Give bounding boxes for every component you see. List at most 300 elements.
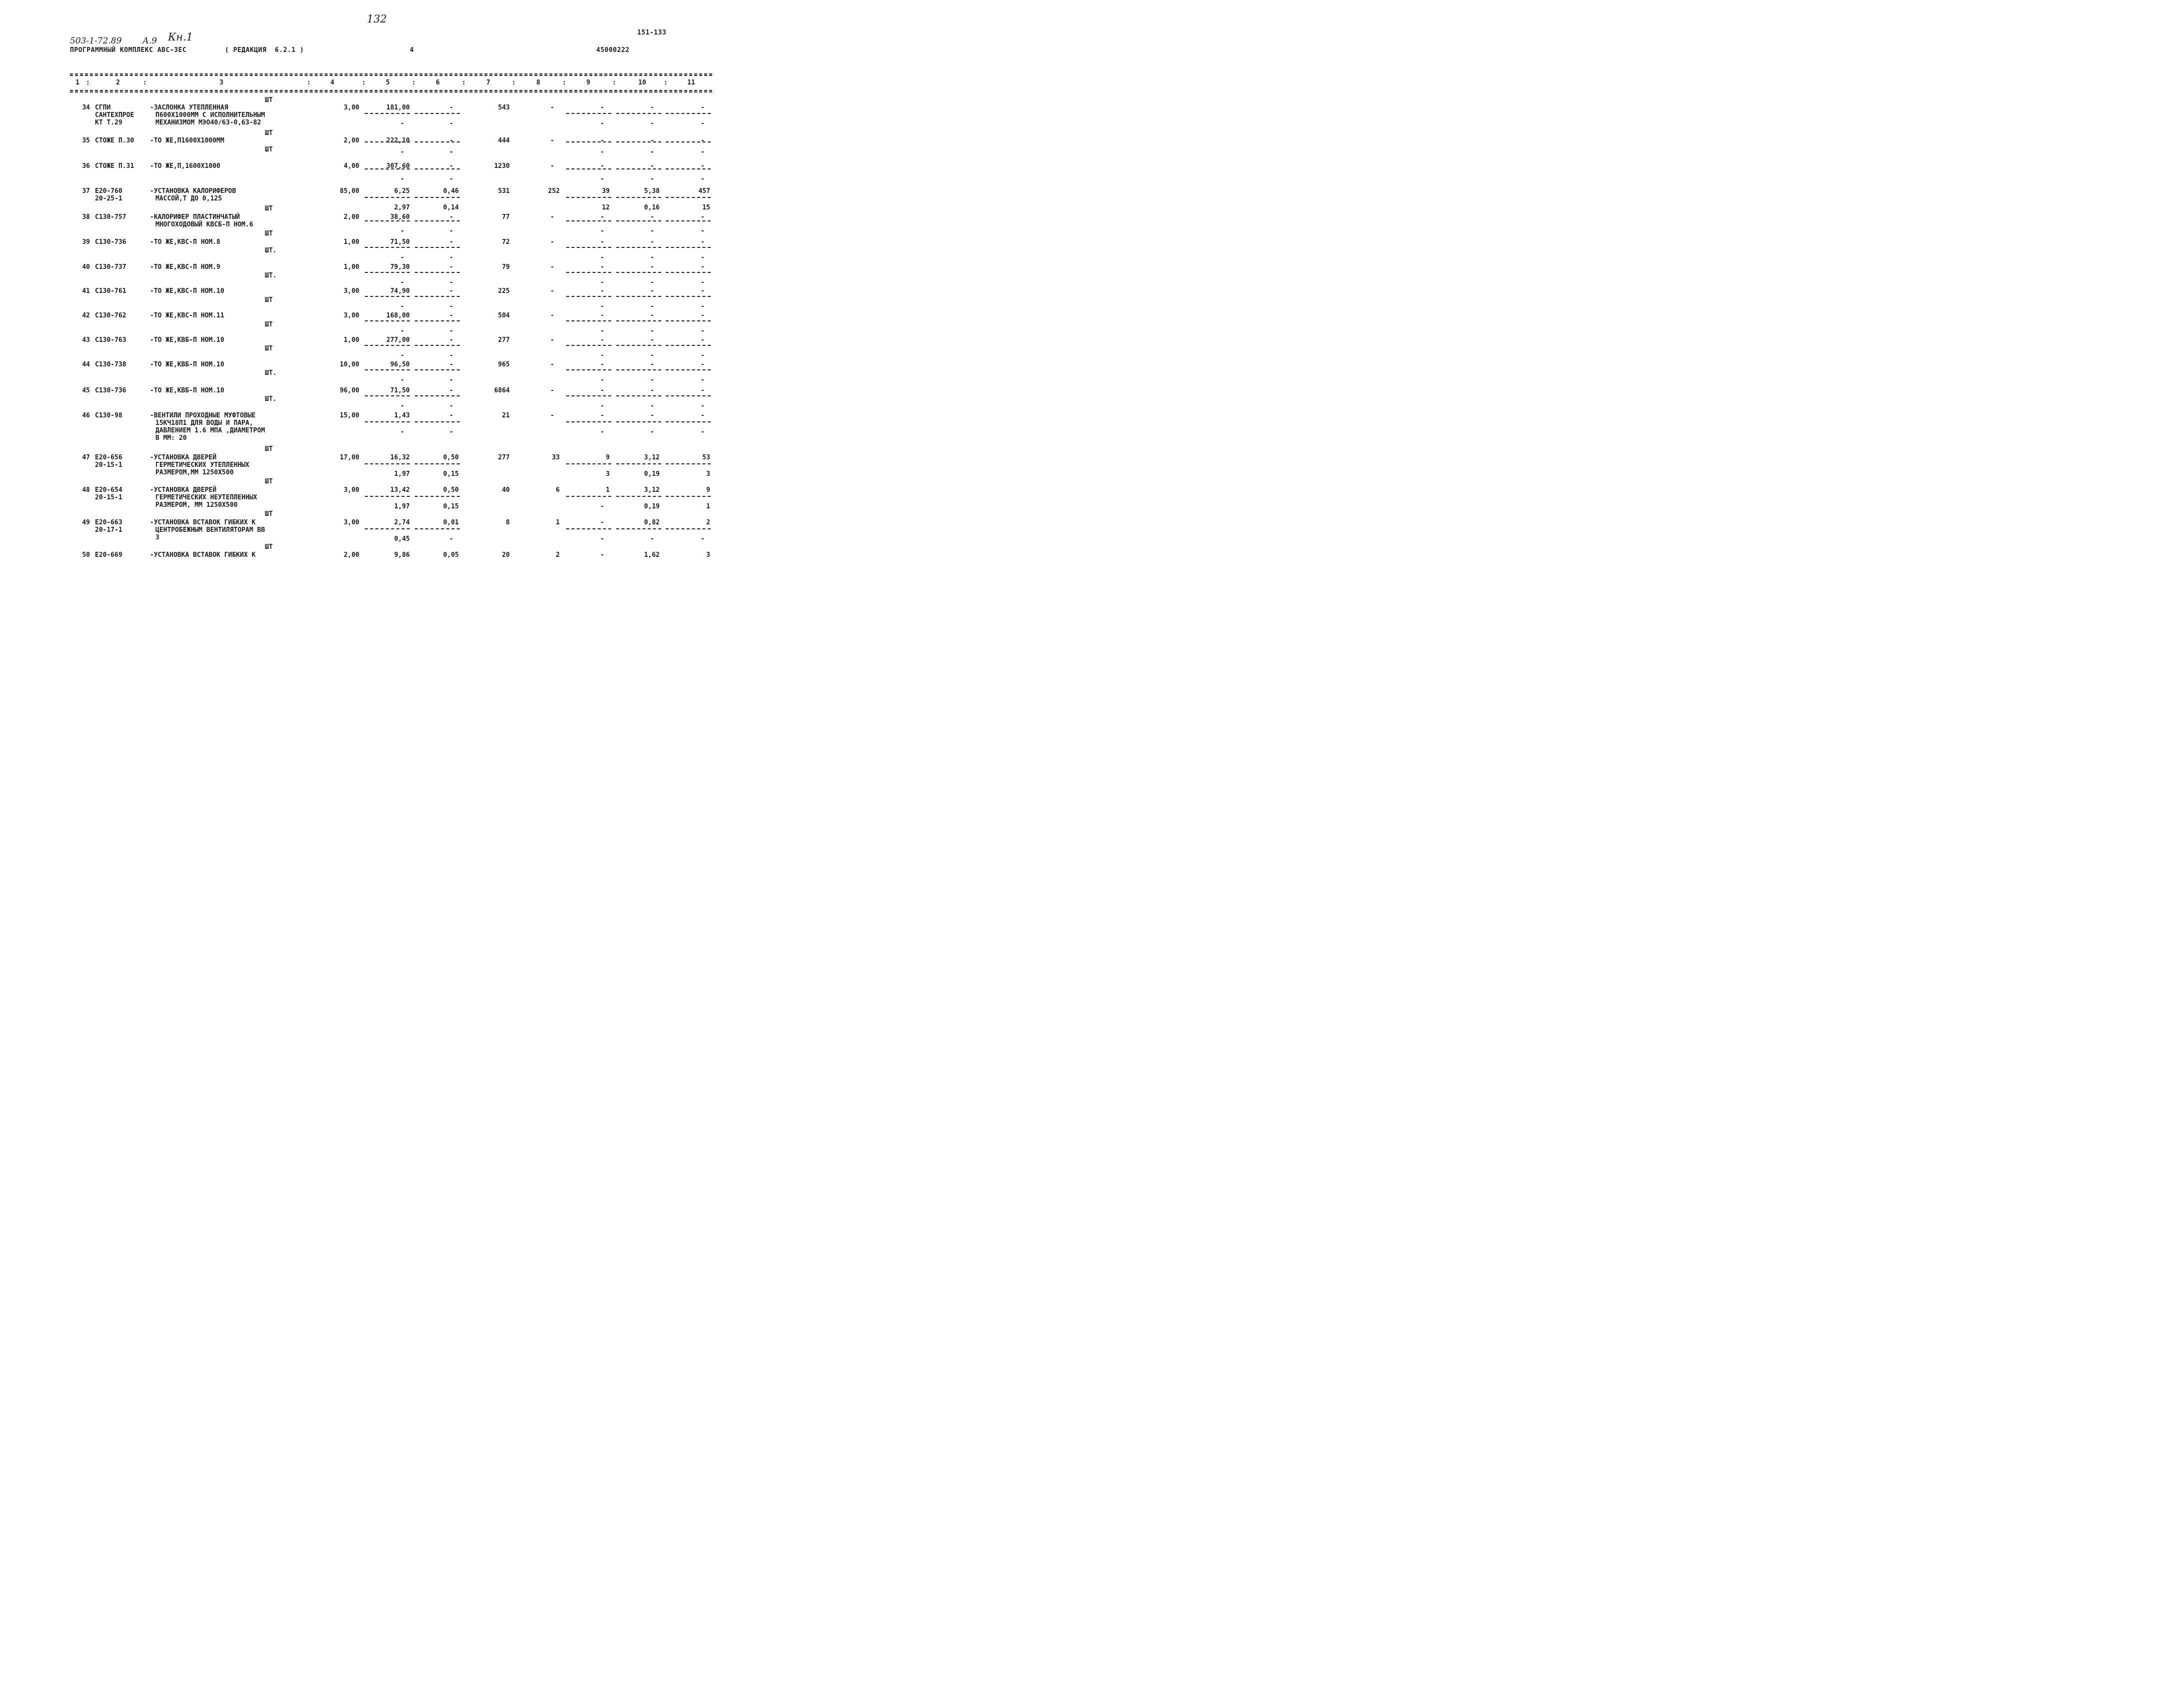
- work-description: РАЗМЕРОМ,ММ 1250Х500: [155, 469, 234, 476]
- total-wages: -: [550, 336, 554, 344]
- album-code: А.9: [142, 36, 157, 46]
- total-labor: -: [701, 412, 705, 419]
- subtotal-rule: [415, 296, 460, 297]
- subtotal-value: -: [400, 428, 404, 436]
- quantity: 4,00: [343, 162, 359, 170]
- labor-hours: 0,82: [644, 519, 660, 526]
- unit-label: ШТ.: [265, 247, 277, 254]
- unit-cost: 16,32: [390, 454, 410, 461]
- unit-cost: 79,30: [390, 263, 410, 271]
- subtotal-rule: [566, 197, 611, 198]
- quantity: 2,00: [343, 551, 359, 559]
- subtotal-rule: [666, 345, 711, 346]
- unit-wages: -: [449, 104, 453, 111]
- subtotal-value: -: [701, 402, 705, 410]
- total-cost: 6864: [494, 387, 510, 394]
- resource-code: Е20-654: [95, 486, 122, 494]
- unit-label: ШТ: [265, 543, 273, 551]
- subtotal-value: -: [600, 327, 604, 335]
- quantity: 3,00: [343, 312, 359, 319]
- subtotal-value: -: [701, 254, 705, 261]
- subtotal-value: -: [701, 327, 705, 335]
- subtotal-value: 0,45: [394, 535, 410, 543]
- subtotal-rule: [415, 247, 460, 248]
- subtotal-value: -: [600, 279, 604, 286]
- labor-hours: -: [650, 238, 654, 246]
- unit-label: ШТ: [265, 510, 273, 518]
- resource-code: Е20-663: [95, 519, 122, 526]
- subtotal-value: -: [650, 227, 654, 235]
- subtotal-value: -: [650, 303, 654, 310]
- subtotal-rule: [365, 113, 410, 114]
- machine-cost: -: [600, 104, 604, 111]
- total-cost: 8: [506, 519, 510, 526]
- total-labor: -: [701, 104, 705, 111]
- unit-cost: 181,00: [386, 104, 410, 111]
- column-header-3: 3: [219, 79, 223, 86]
- total-labor: -: [701, 312, 705, 319]
- column-separator: :: [562, 79, 566, 86]
- subtotal-value: 3: [606, 470, 610, 478]
- work-description: -ВЕНТИЛИ ПРОХОДНЫЕ МУФТОВЫЕ: [150, 412, 256, 419]
- subtotal-rule: [415, 168, 460, 169]
- subtotal-rule: [566, 168, 611, 169]
- total-cost: 79: [502, 263, 510, 271]
- subtotal-value: -: [600, 503, 604, 510]
- work-description: ГЕРМЕТИЧЕСКИХ НЕУТЕПЛЕННЫХ: [155, 494, 257, 501]
- column-header-4: 4: [330, 79, 334, 86]
- machine-cost: -: [600, 387, 604, 394]
- unit-wages: 0,46: [443, 187, 459, 195]
- unit-wages: -: [449, 312, 453, 319]
- row-number: 50: [82, 551, 90, 559]
- column-separator: :: [664, 79, 668, 86]
- machine-cost: 1: [606, 486, 610, 494]
- subtotal-value: -: [449, 120, 453, 127]
- row-number: 40: [82, 263, 90, 271]
- subtotal-value: -: [701, 148, 705, 156]
- resource-code: Е20-656: [95, 454, 122, 461]
- unit-wages: -: [449, 162, 453, 170]
- subtotal-value: -: [701, 535, 705, 543]
- subtotal-value: -: [701, 175, 705, 183]
- unit-wages: -: [449, 336, 453, 344]
- row-number: 45: [82, 387, 90, 394]
- total-wages: 2: [556, 551, 560, 559]
- row-number: 49: [82, 519, 90, 526]
- total-cost: 72: [502, 238, 510, 246]
- subtotal-rule: [666, 369, 711, 370]
- quantity: 2,00: [343, 213, 359, 221]
- resource-code: Е20-760: [95, 187, 122, 195]
- subtotal-value: -: [449, 327, 453, 335]
- subtotal-rule: [365, 345, 410, 346]
- labor-hours: -: [650, 263, 654, 271]
- unit-cost: 277,00: [386, 336, 410, 344]
- labor-hours: -: [650, 213, 654, 221]
- labor-hours: -: [650, 162, 654, 170]
- labor-hours: 3,12: [644, 454, 660, 461]
- quantity: 1,00: [343, 263, 359, 271]
- total-wages: 252: [548, 187, 560, 195]
- subtotal-value: 0,19: [644, 470, 660, 478]
- work-description: ЦЕНТРОБЕЖНЫМ ВЕНТИЛЯТОРАМ ВВ: [155, 526, 265, 534]
- total-wages: -: [550, 287, 554, 295]
- subtotal-rule: [616, 345, 661, 346]
- subtotal-rule: [666, 463, 711, 464]
- document-page: [0, 0, 778, 600]
- resource-code: С130-736: [95, 238, 126, 246]
- quantity: 96,00: [339, 387, 359, 394]
- quantity: 85,00: [339, 187, 359, 195]
- row-number: 37: [82, 187, 90, 195]
- unit-wages: 0,01: [443, 519, 459, 526]
- quantity: 3,00: [343, 486, 359, 494]
- unit-label: ШТ: [265, 321, 273, 328]
- column-header-2: 2: [116, 79, 120, 86]
- unit-wages: -: [449, 287, 453, 295]
- total-wages: -: [550, 361, 554, 368]
- subtotal-value: -: [701, 227, 705, 235]
- subtotal-rule: [616, 395, 661, 396]
- unit-cost: 6,25: [394, 187, 410, 195]
- work-description: РАЗМЕРОМ, ММ 1250Х500: [155, 501, 238, 509]
- total-labor: -: [701, 387, 705, 394]
- row-number: 39: [82, 238, 90, 246]
- subtotal-rule: [415, 369, 460, 370]
- total-wages: -: [550, 412, 554, 419]
- subtotal-rule: [616, 113, 661, 114]
- subtotal-rule: [415, 496, 460, 497]
- subtotal-value: -: [650, 352, 654, 359]
- subtotal-rule: [666, 220, 711, 221]
- subtotal-rule: [415, 141, 460, 142]
- subtotal-value: -: [400, 279, 404, 286]
- quantity: 10,00: [339, 361, 359, 368]
- unit-cost: 38,60: [390, 213, 410, 221]
- work-description: ГЕРМЕТИЧЕСКИХ УТЕПЛЕННЫХ: [155, 461, 249, 469]
- resource-code: С130-736: [95, 387, 126, 394]
- machine-cost: -: [600, 137, 604, 144]
- subtotal-value: -: [600, 254, 604, 261]
- total-wages: -: [550, 263, 554, 271]
- subtotal-value: -: [400, 254, 404, 261]
- subtotal-value: -: [701, 376, 705, 384]
- subtotal-rule: [415, 272, 460, 273]
- subtotal-value: -: [650, 402, 654, 410]
- subtotal-rule: [365, 421, 410, 422]
- work-description: В ММ: 20: [155, 434, 187, 442]
- column-header-9: 9: [586, 79, 590, 86]
- subtotal-rule: [415, 528, 460, 529]
- quantity: 3,00: [343, 519, 359, 526]
- work-description: -УСТАНОВКА ДВЕРЕЙ: [150, 454, 217, 461]
- subtotal-value: -: [449, 376, 453, 384]
- subtotal-rule: [415, 345, 460, 346]
- unit-cost: 74,90: [390, 287, 410, 295]
- unit-label: ШТ: [265, 478, 273, 485]
- subtotal-value: -: [600, 120, 604, 127]
- total-labor: -: [701, 137, 705, 144]
- subtotal-value: -: [449, 303, 453, 310]
- total-wages: -: [550, 238, 554, 246]
- subtotal-value: -: [400, 227, 404, 235]
- work-description: МЕХАНИЗМОМ МЭО40/63-0,63-82: [155, 119, 261, 126]
- resource-code: СГПИ: [95, 104, 111, 111]
- subtotal-value: -: [400, 303, 404, 310]
- total-cost: 21: [502, 412, 510, 419]
- unit-wages: -: [449, 361, 453, 368]
- resource-code: САНТЕХПРОЕ: [95, 111, 134, 119]
- work-description: -КАЛОРИФЕР ПЛАСТИНЧАТЫЙ: [150, 213, 240, 221]
- row-number: 43: [82, 336, 90, 344]
- subtotal-value: 0,14: [443, 204, 459, 211]
- work-description: -ТО ЖЕ,П1600Х1000ММ: [150, 137, 224, 144]
- column-header-6: 6: [436, 79, 440, 86]
- subtotal-value: -: [701, 120, 705, 127]
- total-cost: 20: [502, 551, 510, 559]
- subtotal-rule: [415, 421, 460, 422]
- quantity: 2,00: [343, 137, 359, 144]
- subtotal-rule: [616, 320, 661, 321]
- machine-cost: -: [600, 213, 604, 221]
- revision-label: ( РЕДАКЦИЯ 6.2.1 ): [225, 46, 304, 54]
- subtotal-value: 1,97: [394, 503, 410, 510]
- subtotal-rule: [566, 463, 611, 464]
- resource-code: С130-763: [95, 336, 126, 344]
- total-cost: 225: [498, 287, 510, 295]
- quantity: 3,00: [343, 287, 359, 295]
- unit-wages: -: [449, 412, 453, 419]
- subtotal-value: -: [400, 376, 404, 384]
- subtotal-rule: [566, 272, 611, 273]
- subtotal-value: -: [400, 175, 404, 183]
- unit-label: ШТ: [265, 146, 273, 153]
- total-wages: -: [550, 213, 554, 221]
- doc-code: 503-1-72.89: [70, 36, 122, 46]
- work-description: -УСТАНОВКА ВСТАВОК ГИБКИХ К: [150, 519, 256, 526]
- total-cost: 543: [498, 104, 510, 111]
- machine-cost: -: [600, 162, 604, 170]
- subtotal-value: -: [650, 376, 654, 384]
- total-cost: 277: [498, 454, 510, 461]
- subtotal-value: -: [400, 327, 404, 335]
- subtotal-value: -: [600, 402, 604, 410]
- quantity: 17,00: [339, 454, 359, 461]
- subtotal-rule: [365, 320, 410, 321]
- total-wages: 6: [556, 486, 560, 494]
- subtotal-value: -: [449, 254, 453, 261]
- machine-cost: 9: [606, 454, 610, 461]
- quantity: 1,00: [343, 336, 359, 344]
- unit-cost: 13,42: [390, 486, 410, 494]
- subtotal-value: -: [449, 428, 453, 436]
- subtotal-rule: [415, 320, 460, 321]
- subtotal-rule: [616, 296, 661, 297]
- resource-code: С130-737: [95, 263, 126, 271]
- subtotal-value: 0,15: [443, 470, 459, 478]
- unit-cost: 96,50: [390, 361, 410, 368]
- subtotal-rule: [616, 197, 661, 198]
- total-cost: 1230: [494, 162, 510, 170]
- work-description: -УСТАНОВКА ВСТАВОК ГИБКИХ К: [150, 551, 256, 559]
- total-wages: -: [550, 104, 554, 111]
- subtotal-rule: [566, 369, 611, 370]
- subtotal-rule: [365, 141, 410, 142]
- subtotal-rule: [365, 197, 410, 198]
- subtotal-value: -: [650, 428, 654, 436]
- row-number: 42: [82, 312, 90, 319]
- subtotal-rule: [666, 320, 711, 321]
- unit-wages: 0,50: [443, 486, 459, 494]
- total-labor: 3: [706, 551, 710, 559]
- subtotal-value: -: [449, 227, 453, 235]
- subtotal-rule: [666, 296, 711, 297]
- subtotal-value: -: [650, 327, 654, 335]
- subtotal-value: -: [701, 352, 705, 359]
- machine-cost: -: [600, 336, 604, 344]
- resource-code: Е20-669: [95, 551, 122, 559]
- labor-hours: -: [650, 387, 654, 394]
- subtotal-rule: [566, 141, 611, 142]
- subtotal-rule: [666, 496, 711, 497]
- subtotal-rule: [566, 247, 611, 248]
- subtotal-value: -: [600, 175, 604, 183]
- subtotal-rule: [365, 395, 410, 396]
- unit-label: ШТ: [265, 345, 273, 352]
- total-wages: 33: [552, 454, 560, 461]
- total-wages: -: [550, 137, 554, 144]
- unit-label: ШТ.: [265, 272, 277, 279]
- subtotal-value: -: [400, 352, 404, 359]
- subtotal-value: 0,16: [644, 204, 660, 211]
- subtotal-rule: [415, 463, 460, 464]
- total-cost: 40: [502, 486, 510, 494]
- subtotal-rule: [616, 220, 661, 221]
- labor-hours: -: [650, 336, 654, 344]
- book-number: Кн.1: [168, 31, 193, 43]
- work-description: -ТО ЖЕ,КВБ-П НОМ.10: [150, 387, 224, 394]
- work-description: -ТО ЖЕ,КВС-П НОМ.10: [150, 287, 224, 295]
- subtotal-rule: [616, 247, 661, 248]
- column-header-7: 7: [486, 79, 490, 86]
- subtotal-rule: [566, 220, 611, 221]
- subtotal-rule: [365, 369, 410, 370]
- subtotal-value: 0,19: [644, 503, 660, 510]
- subtotal-rule: [365, 247, 410, 248]
- column-separator: :: [412, 79, 416, 86]
- row-number: 35: [82, 137, 90, 144]
- row-number: 41: [82, 287, 90, 295]
- page-number: 132: [367, 13, 387, 25]
- subtotal-value: 3: [706, 470, 710, 478]
- subtotal-rule: [566, 421, 611, 422]
- work-description: -УСТАНОВКА ДВЕРЕЙ: [150, 486, 217, 494]
- column-header-1: 1: [75, 79, 79, 86]
- column-separator: :: [612, 79, 616, 86]
- machine-cost: -: [600, 263, 604, 271]
- work-description: 3: [155, 534, 159, 541]
- subtotal-rule: [616, 168, 661, 169]
- subtotal-rule: [365, 463, 410, 464]
- subtotal-value: -: [600, 428, 604, 436]
- subtotal-value: 12: [602, 204, 610, 211]
- subtotal-rule: [566, 345, 611, 346]
- work-description: -ТО ЖЕ,КВБ-П НОМ.10: [150, 336, 224, 344]
- subtotal-value: -: [449, 402, 453, 410]
- subtotal-rule: [666, 113, 711, 114]
- subtotal-value: -: [650, 279, 654, 286]
- unit-cost: 71,50: [390, 238, 410, 246]
- column-header-11: 11: [687, 79, 695, 86]
- subtotal-value: -: [449, 148, 453, 156]
- row-number: 36: [82, 162, 90, 170]
- subtotal-value: 0,15: [443, 503, 459, 510]
- total-wages: -: [550, 312, 554, 319]
- subtotal-rule: [415, 395, 460, 396]
- machine-cost: -: [600, 551, 604, 559]
- row-number: 47: [82, 454, 90, 461]
- subtotal-value: -: [701, 303, 705, 310]
- subtotal-value: -: [400, 402, 404, 410]
- resource-code: С130-761: [95, 287, 126, 295]
- labor-hours: 5,38: [644, 187, 660, 195]
- subtotal-rule: [666, 197, 711, 198]
- subtotal-rule: [566, 496, 611, 497]
- row-number: 38: [82, 213, 90, 221]
- subtotal-value: 1,97: [394, 470, 410, 478]
- quantity: 15,00: [339, 412, 359, 419]
- total-cost: 531: [498, 187, 510, 195]
- unit-cost: 9,86: [394, 551, 410, 559]
- column-separator: :: [362, 79, 366, 86]
- subtotal-rule: [365, 168, 410, 169]
- subtotal-rule: [666, 528, 711, 529]
- header-rule-bottom: [70, 90, 712, 91]
- row-number: 48: [82, 486, 90, 494]
- unit-label: ШТ: [265, 445, 273, 453]
- resource-code: С130-762: [95, 312, 126, 319]
- program-line: ПРОГРАММНЫЙ КОМПЛЕКС АВС-3ЕС: [70, 46, 187, 54]
- total-wages: -: [550, 387, 554, 394]
- subtotal-value: -: [650, 175, 654, 183]
- machine-cost: -: [600, 412, 604, 419]
- subtotal-value: -: [600, 376, 604, 384]
- work-description: -ТО ЖЕ,П,1600Х1000: [150, 162, 220, 170]
- unit-wages: -: [449, 387, 453, 394]
- unit-label: ШТ: [265, 96, 273, 104]
- subtotal-value: -: [600, 352, 604, 359]
- unit-label: ШТ: [265, 129, 273, 137]
- subtotal-rule: [616, 528, 661, 529]
- subtotal-value: -: [650, 120, 654, 127]
- subtotal-rule: [365, 528, 410, 529]
- machine-cost: 39: [602, 187, 610, 195]
- subtotal-rule: [616, 272, 661, 273]
- subtotal-rule: [666, 395, 711, 396]
- total-wages: 1: [556, 519, 560, 526]
- subtotal-rule: [616, 421, 661, 422]
- unit-cost: 222,10: [386, 137, 410, 144]
- work-description: 15КЧ18П1 ДЛЯ ВОДЫ И ПАРА,: [155, 419, 253, 427]
- total-labor: 53: [702, 454, 710, 461]
- subtotal-rule: [365, 272, 410, 273]
- subtotal-value: -: [400, 120, 404, 127]
- total-labor: 2: [706, 519, 710, 526]
- total-cost: 504: [498, 312, 510, 319]
- subtotal-rule: [415, 220, 460, 221]
- column-separator: :: [307, 79, 311, 86]
